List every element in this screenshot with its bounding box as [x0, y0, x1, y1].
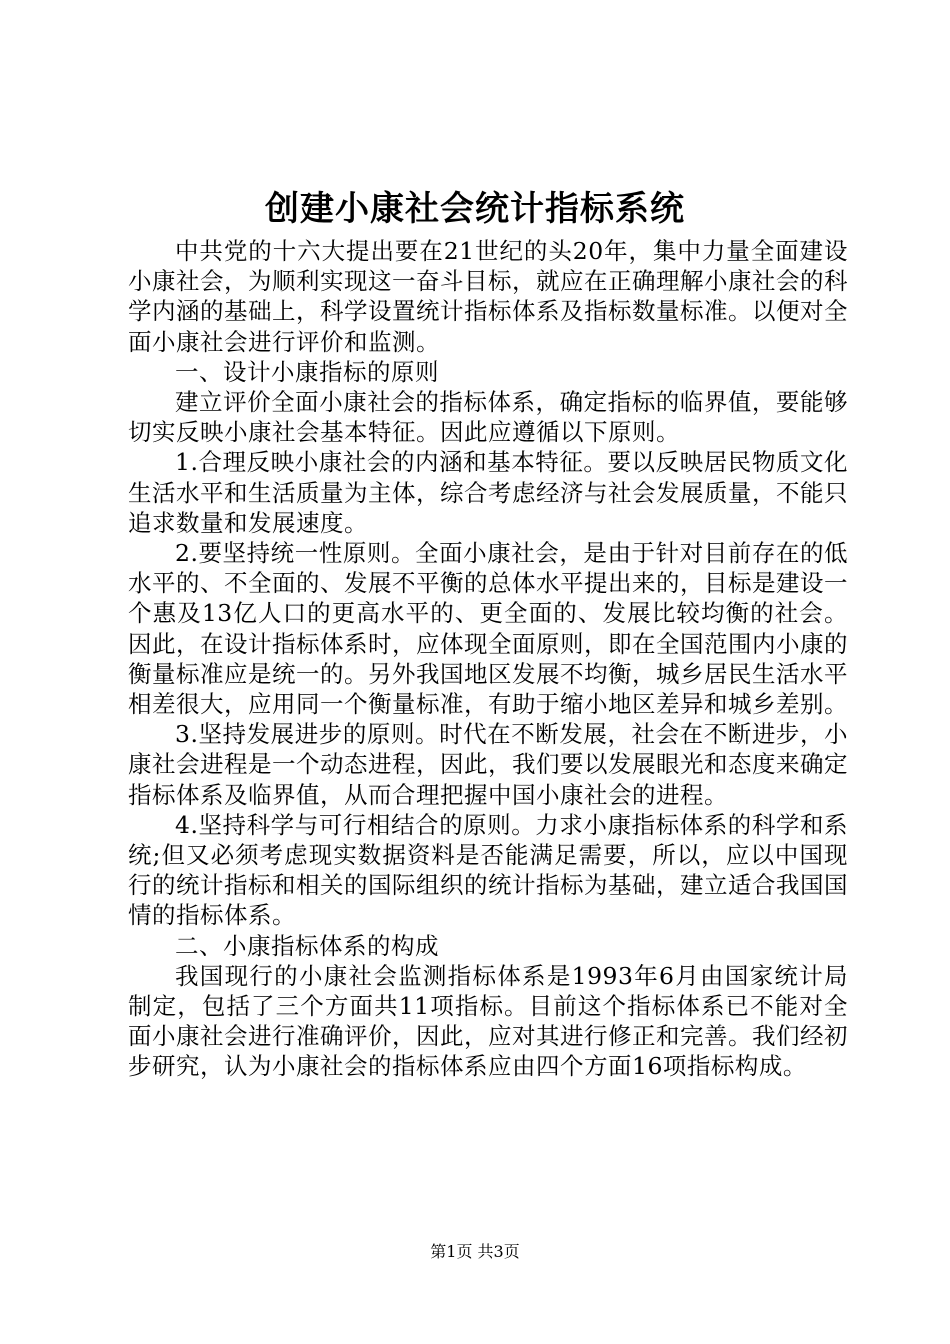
paragraph-principle-1: 1.合理反映小康社会的内涵和基本特征。要以反映居民物质文化生活水平和生活质量为主体，综合考虑经济与社会发展质量，不能只追求数量和发展速度。: [128, 448, 848, 537]
document-title: 创建小康社会统计指标系统: [265, 189, 685, 229]
paragraph-principles-intro: 建立评价全面小康社会的指标体系，确定指标的临界值，要能够切实反映小康社会基本特征。因此应遵循以下原则。: [128, 388, 848, 447]
page-footer: 第1页 共3页: [430, 1242, 520, 1261]
paragraph-principle-4: 4.坚持科学与可行相结合的原则。力求小康指标体系的科学和系统;但又必须考虑现实数据资料是否能满足需要，所以，应以中国现行的统计指标和相关的国际组织的统计指标为基础，建立适合我国国情的指标体系。: [128, 810, 848, 930]
section-heading-2: 二、小康指标体系的构成: [175, 931, 439, 960]
section-heading-1: 一、设计小康指标的原则: [175, 357, 439, 386]
document-body: [128, 236, 848, 1082]
paragraph-structure: 我国现行的小康社会监测指标体系是1993年6月由国家统计局制定，包括了三个方面共11项指标。目前这个指标体系已不能对全面小康社会进行准确评价，因此，应对其进行修正和完善。我们经初步研究，认为小康社会的指标体系应由四个方面16项指标构成。: [128, 961, 848, 1081]
paragraph-principle-2: 2.要坚持统一性原则。全面小康社会，是由于针对目前存在的低水平的、不全面的、发展不平衡的总体水平提出来的，目标是建设一个惠及13亿人口的更高水平的、更全面的、发展比较均衡的社会。因此，在设计指标体系时，应体现全面原则，即在全国范围内小康的衡量标准应是统一的。另外我国地区发展不均衡，城乡居民生活水平相差很大，应用同一个衡量标准，有助于缩小地区差异和城乡差别。: [128, 539, 848, 719]
paragraph-intro: 中共党的十六大提出要在21世纪的头20年，集中力量全面建设小康社会，为顺利实现这一奋斗目标，就应在正确理解小康社会的科学内涵的基础上，科学设置统计指标体系及指标数量标准。以便对全面小康社会进行评价和监测。: [128, 237, 848, 356]
paragraph-principle-3: 3.坚持发展进步的原则。时代在不断发展，社会在不断进步，小康社会进程是一个动态进程，因此，我们要以发展眼光和态度来确定指标体系及临界值，从而合理把握中国小康社会的进程。: [128, 720, 848, 809]
